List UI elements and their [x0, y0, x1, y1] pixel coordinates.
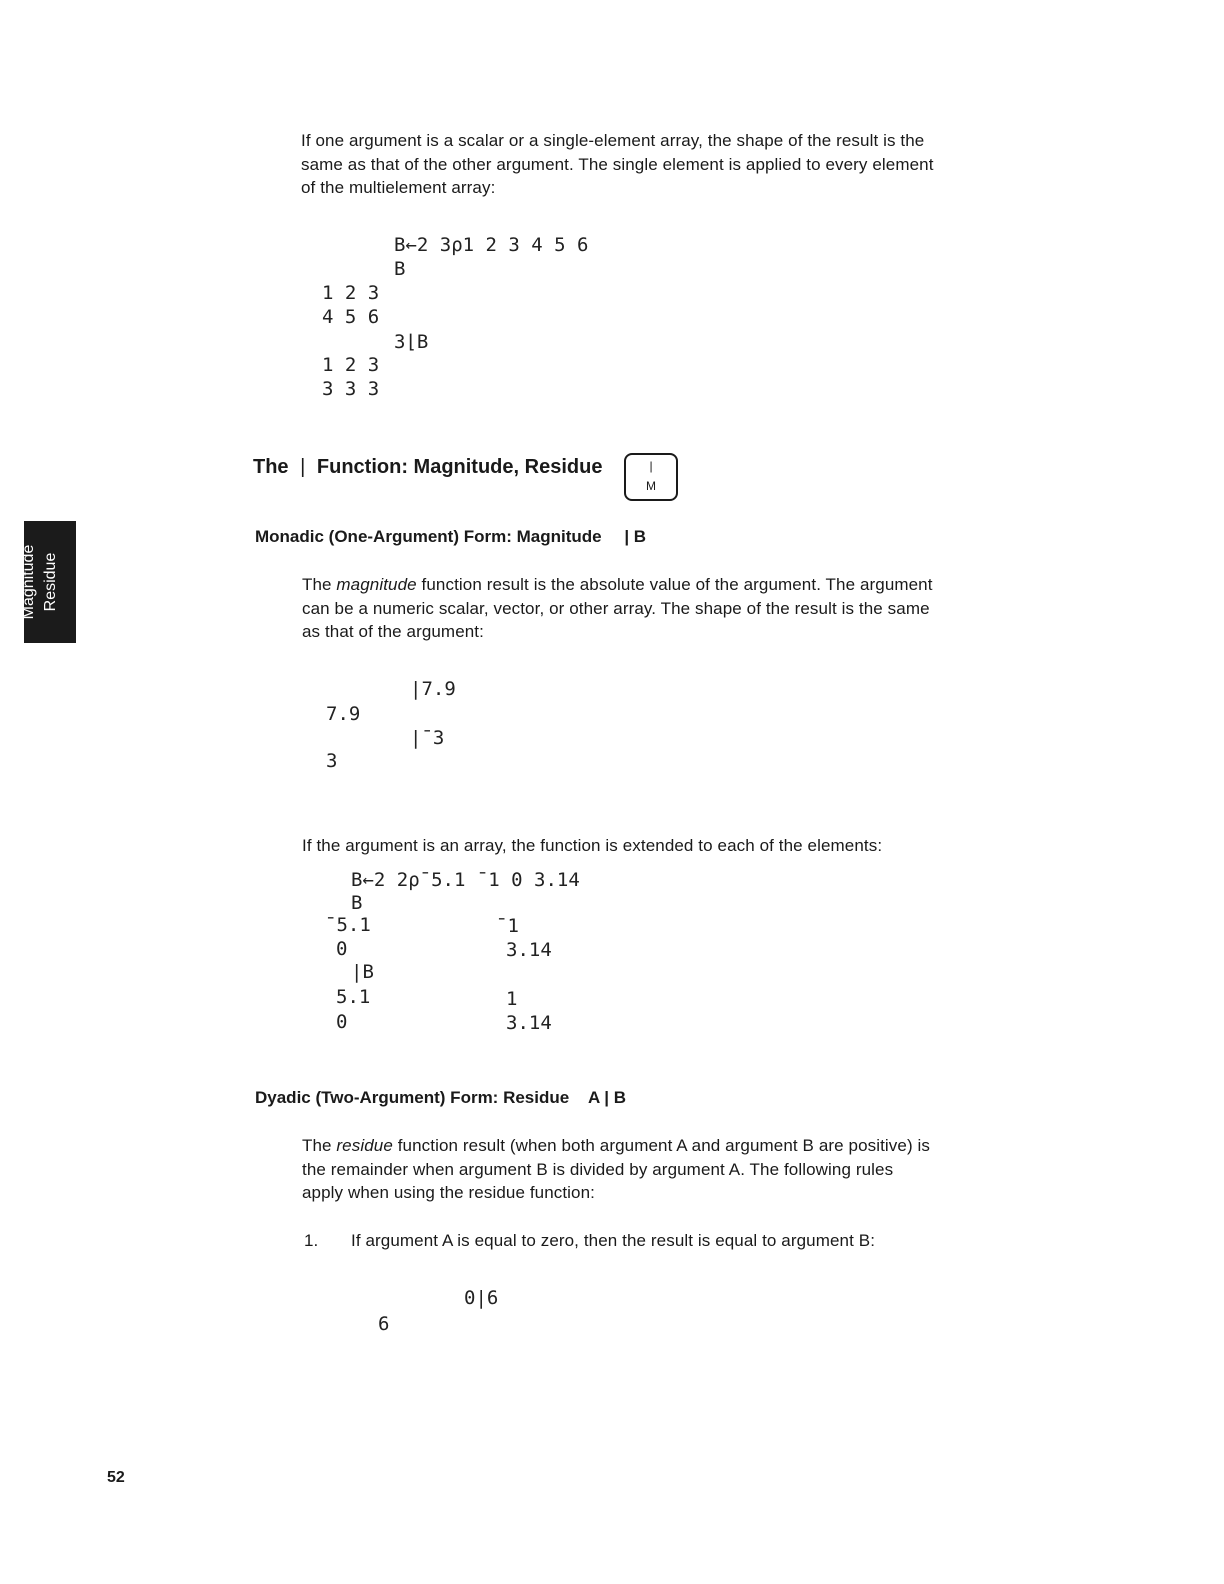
array-assign: B←2 2⍴¯5.1 ¯1 0 3.14 [351, 869, 580, 891]
array-row2-col1: 0 [336, 938, 348, 960]
page-number: 52 [107, 1469, 125, 1486]
example1-line-5: 3⌊B [394, 331, 429, 353]
dyadic-example-output: 6 [378, 1313, 390, 1335]
section-title-post: Function: Magnitude, Residue [316, 456, 603, 478]
array-row1-col2: ¯1 [496, 915, 519, 937]
intro-paragraph [301, 129, 934, 200]
array-row4-col1: 0 [336, 1011, 348, 1033]
keyboard-key-icon [624, 453, 678, 501]
dyadic-para-line-2: the remainder when argument B is divided by argument A. The following rules [302, 1159, 894, 1179]
array-intro: If the argument is an array, the function is extended to each of the elements: [302, 836, 883, 855]
monadic-para-line-3: as that of the argument: [302, 622, 484, 641]
example1-line-6: 1 2 3 [322, 354, 380, 376]
example1-line-2: B [394, 258, 406, 280]
dyadic-para-line-1: The residue function result (when both argument A and argument B are positive) is [302, 1136, 931, 1155]
monadic-example-input-1: |7.9 [410, 678, 456, 700]
rule1-number: 1. [304, 1231, 319, 1250]
array-row1-col1: ¯5.1 [325, 914, 371, 936]
array-row3-col2: 1 [506, 988, 518, 1010]
rule1-text: If argument A is equal to zero, then the result is equal to argument B: [351, 1231, 876, 1250]
example1-line-7: 3 3 3 [322, 378, 380, 400]
monadic-example-output-2: 3 [326, 750, 338, 772]
array-abs: |B [351, 961, 374, 983]
monadic-example-input-2: |¯3 [410, 727, 445, 749]
intro-line-1: If one argument is a scalar or a single-element array, the shape of the result is the [301, 131, 925, 150]
dyadic-para-line-3: apply when using the residue function: [302, 1183, 595, 1202]
array-row2-col2: 3.14 [506, 939, 552, 961]
monadic-paragraph [302, 573, 933, 644]
example1-line-1: B←2 3⍴1 2 3 4 5 6 [394, 234, 589, 256]
monadic-syntax: | B [624, 527, 647, 546]
dyadic-paragraph [302, 1134, 930, 1205]
intro-line-3: of the multielement array: [301, 178, 496, 197]
example1-line-3: 1 2 3 [322, 282, 380, 304]
side-tab-line-2: Residue [42, 552, 59, 612]
monadic-para-line-1: The magnitude function result is the absolute value of the argument. The argument [302, 575, 933, 594]
side-tab [20, 521, 76, 643]
key-bottom-label: M [646, 479, 656, 493]
dyadic-syntax: A | B [587, 1088, 627, 1107]
array-show: B [351, 892, 363, 914]
monadic-heading [255, 527, 646, 547]
section-title [253, 456, 602, 479]
monadic-example-output-1: 7.9 [326, 703, 361, 725]
section-title-pre: The [253, 456, 289, 478]
monadic-heading-text: Monadic (One-Argument) Form: Magnitude [255, 527, 602, 546]
dyadic-heading-text: Dyadic (Two-Argument) Form: Residue [255, 1088, 570, 1107]
intro-line-2: same as that of the other argument. The single element is applied to every element [301, 154, 934, 174]
dyadic-example-input: 0|6 [464, 1287, 499, 1309]
key-top-label: | [649, 459, 653, 473]
example1-line-4: 4 5 6 [322, 306, 380, 328]
array-row4-col2: 3.14 [506, 1012, 552, 1034]
section-title-symbol: | [300, 456, 306, 478]
array-row3-col1: 5.1 [336, 986, 371, 1008]
monadic-para-line-2: can be a numeric scalar, vector, or other array. The shape of the result is the same [302, 598, 930, 618]
dyadic-heading [255, 1088, 626, 1108]
side-tab-line-1: Magnitude [20, 544, 37, 620]
